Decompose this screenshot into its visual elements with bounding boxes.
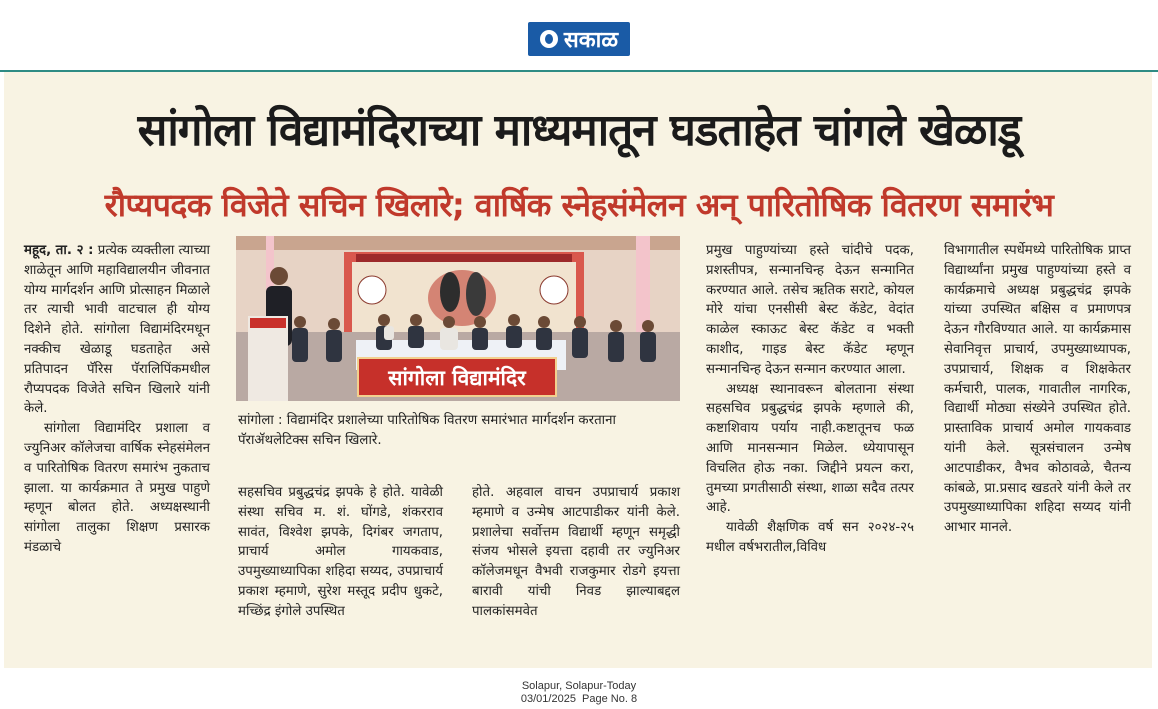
column-3 [472,483,680,622]
col5-para-1: विभागातील स्पर्धेमध्ये पारितोषिक प्राप्त विद्यार्थ्यांना प्रमुख पाहुण्यांच्या हस्ते व कार्यक्रमाचे अध्यक्ष प्रबुद्धचंद्र झपके यांच्या उपस्थित बक्षिस व प्रमाणपत्र देऊन गौरविण्यात आले. या कार्यक्रमास सेवानिवृत्त प्राचार्य, उपमुख्याध्यापक, उपप्राचार्य, शिक्षक व शिक्षकेतर कर्मचारी, पालक, गावातील नागरिक, विद्यार्थी मोठ्या संख्येने उपस्थित होते. प्रास्ताविक प्राचार्य अमोल गायकवाड यांनी केले. सूत्रसंचालन उन्मेष आटपाडीकर, वैभव कोठावळे, चैतन्य कांबळे, प्रा.प्रसाद खडतरे यांनी केले तर उपमुख्याध्यापिका शहिदा सय्यद यांनी आभार मानले. [944,243,1131,536]
column-4 [706,241,914,558]
col4-para-2: अध्यक्ष स्थानावरून बोलताना संस्था सहसचिव प्रबुद्धचंद्र झपके म्हणाले की, कष्टाशिवाय पर्याय नाही.कष्टातूनच फळ आणि मानसन्मान मिळेल. ध्येयापासून विचलित होऊ नका. जिद्दीने प्रयत्न करा, तुमच्या प्रगतीसाठी संस्था, शाळा सदैव तत्पर आहे. [706,381,914,516]
photo-caption: सांगोला : विद्यामंदिर प्रशालेच्या पारितोषिक वितरण समारंभात मार्गदर्शन करताना पॅराॲथलेटिक्स सचिन खिलारे. [238,413,616,448]
photo-banner-text: सांगोला विद्यामंदिर [388,366,526,390]
col1-para-2: सांगोला विद्यामंदिर प्रशाला व ज्युनिअर कॉलेजचा वार्षिक स्नेहसंमेलन व पारितोषिक वितरण समारंभ नुकताच झाला. या कार्यक्रमात ते प्रमुख पाहुणे म्हणून बोलत होते. अध्यक्षस्थानी सांगोला तालुका शिक्षण प्रसारक मंडळाचे [24,421,210,555]
col3-para-1: होते. अहवाल वाचन उपप्राचार्य प्रकाश म्हमाणे व उन्मेष आटपाडीकर यांनी केले. प्रशालेचा सर्वोत्तम विद्यार्थी म्हणून समृद्धी संजय भोसले इयत्ता दहावी तर ज्युनिअर कॉलेजमधून वैभवी राजकुमार रोडगे इयत्ता बारावी यांची निवड झाल्याबद्दल पालकांसमवेत [472,485,680,619]
footer-edition: Solapur, Solapur-Today [521,680,637,692]
page-footer [0,680,1158,706]
logo-text: सकाळ [563,28,619,53]
sakal-emblem-icon [540,30,558,48]
article-headline: सांगोला विद्यामंदिराच्या माध्यमातून घडताहेत चांगले खेळाडू [137,105,1021,156]
col4-para-3: यावेळी शैक्षणिक वर्ष सन २०२४-२५ मधील वर्षभरातील,विविध [706,520,914,555]
column-2 [238,483,443,622]
footer-date-page: 03/01/2025 Page No. 8 [520,693,638,705]
event-photo [236,236,680,401]
col2-para-1: सहसचिव प्रबुद्धचंद्र झपके हे होते. यावेळी संस्था सचिव म. शं. घोंगडे, शंकरराव सावंत, विश्वेश झपके, दिगंबर जगताप, प्राचार्य अमोल गायकवाड, उपमुख्याध्यापिका शहिदा सय्यद, उपप्राचार्य प्रकाश म्हमाणे, सुरेश मस्तूद प्रदीप धुकटे, मच्छिंद्र इंगोले उपस्थित [238,485,443,619]
column-5 [944,241,1131,538]
column-1 [24,241,210,661]
col1-para-1: प्रत्येक व्यक्तीला त्याच्या शाळेतून आणि महाविद्यालयीन जीवनात योग्य मार्गदर्शन आणि प्रोत्साहन मिळाले तर त्याची भावी वाटचाल ही योग्य दिशेने होते. सांगोला विद्यामंदिरमधून नक्कीच खेळाडू घडताहेत असे प्रतिपादन पॅरिस पॅरालिपिंकमधील रौप्यपदक विजेते सचिन खिलारे यांनी केले. [24,243,210,417]
dateline: महूद, ता. २ : [24,243,94,258]
article-subheadline: रौप्यपदक विजेते सचिन खिलारे; वार्षिक स्नेहसंमेलन अन् पारितोषिक वितरण समारंभ [104,186,1054,224]
sakal-logo [528,22,630,56]
col4-para-1: प्रमुख पाहुण्यांच्या हस्ते चांदीचे पदक, प्रशस्तीपत्र, सन्मानचिन्ह देऊन सन्मानित करण्यात आले. तसेच ऋतिक सराटे, कोयल मोरे यांचा एनसीसी बेस्ट कॅडेट, वेदांत काळेल स्काऊट बेस्ट कॅडेट व भक्ती काशीद, गाइड बेस्ट कॅडेट म्हणून सन्मानचिन्ह देऊन सन्मान करण्यात आला. [706,243,914,377]
